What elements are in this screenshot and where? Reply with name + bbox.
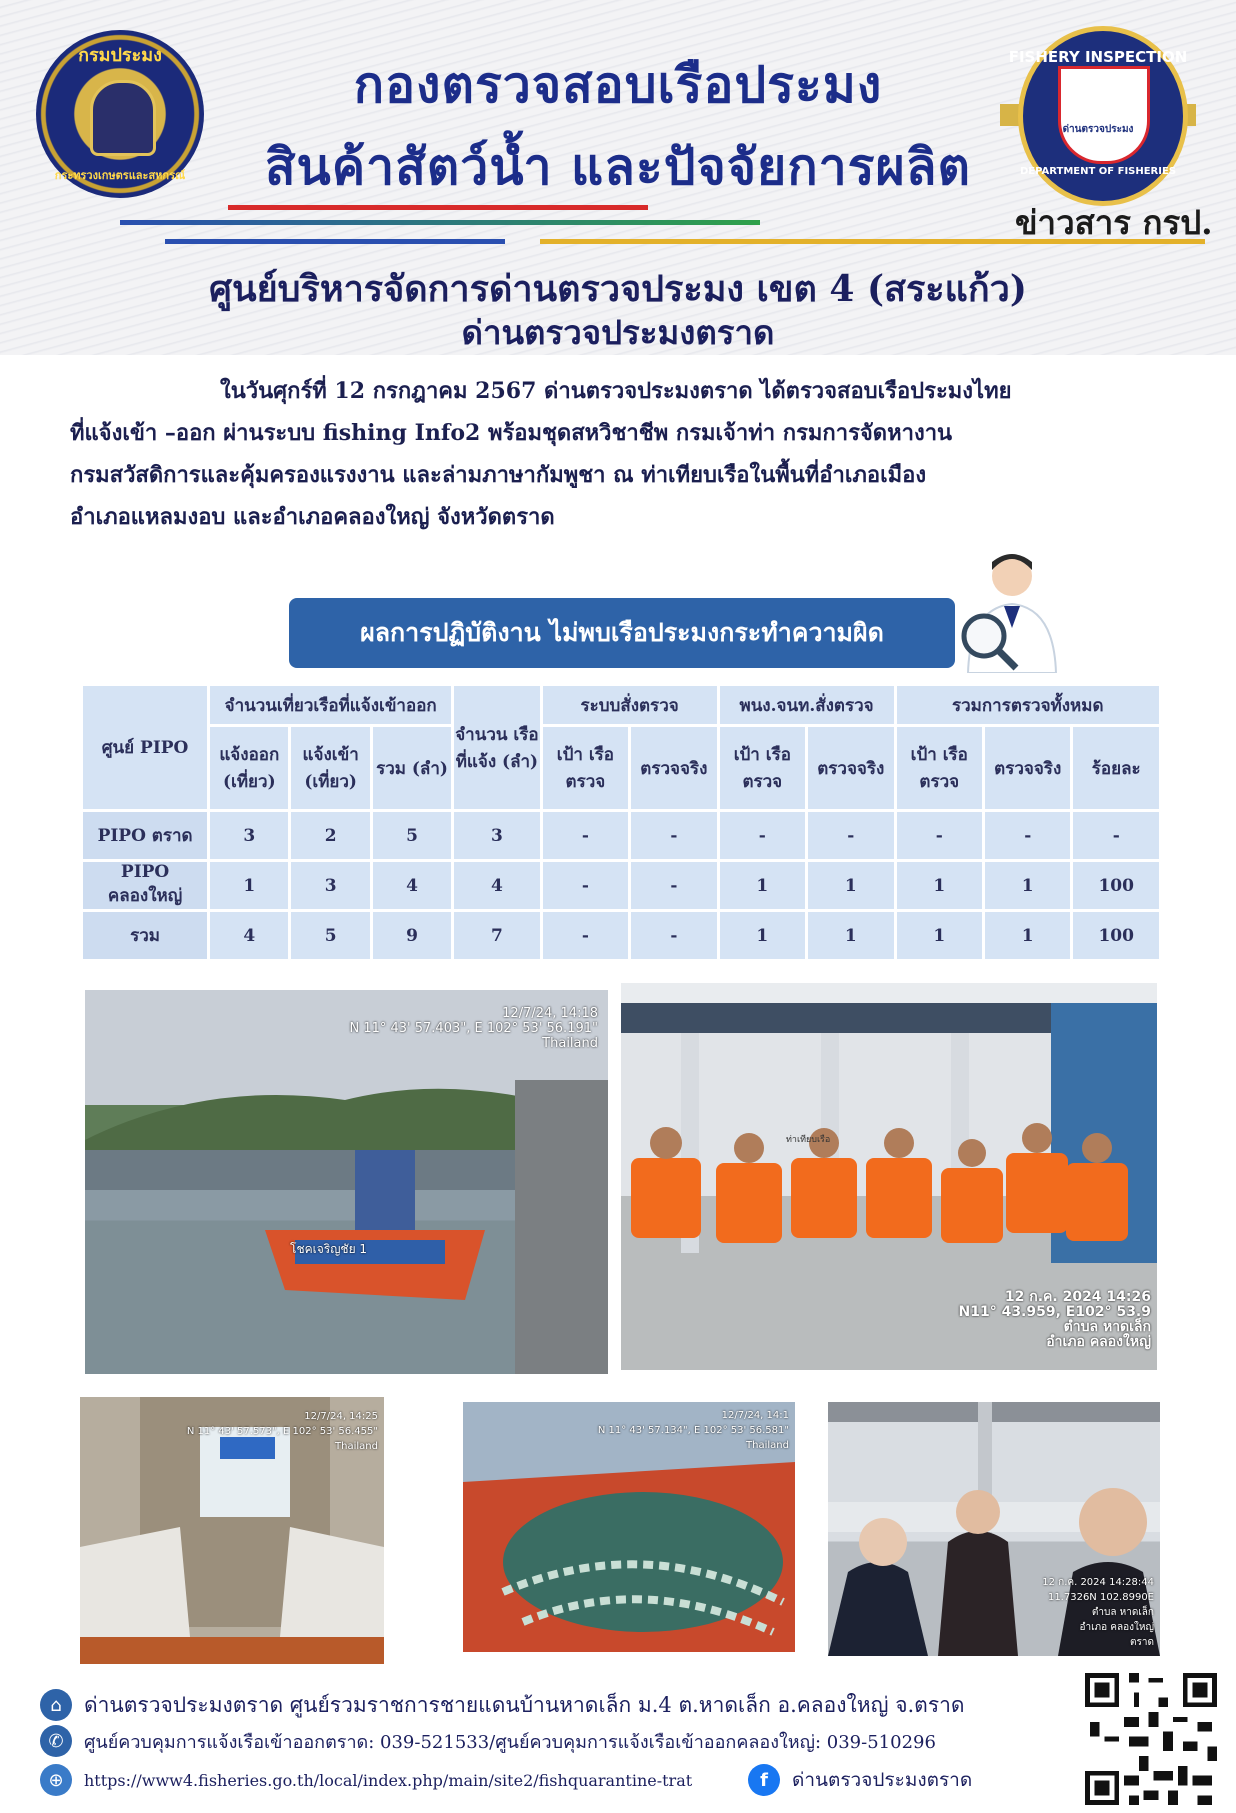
boat-name: โชคเจริญชัย 1 <box>290 1242 368 1256</box>
cell-sys-target: - <box>543 812 628 859</box>
center-subtitle: ด่านตรวจประมงตราด <box>461 313 775 352</box>
cell-in: 2 <box>291 812 369 859</box>
footer-url[interactable]: https://www4.fisheries.go.th/local/index.php/main/site2/fishquarantine-trat <box>84 1770 693 1790</box>
cell-boats: 4 <box>454 862 539 909</box>
photo-stamp <box>187 1409 378 1454</box>
table-row <box>83 812 1159 859</box>
paragraph-line: อำเภอแหลมงอบ และอำเภอคลองใหญ่ จังหวัดตราด <box>70 504 555 530</box>
result-banner: ผลการปฏิบัติงาน ไม่พบเรือประมงกระทำความผิด <box>289 598 955 668</box>
footer-web-row <box>40 1760 972 1800</box>
photo-officers <box>828 1402 1160 1656</box>
cell-boats: 7 <box>454 912 539 959</box>
photo-fishing-net <box>463 1402 795 1652</box>
cell-all-target: 1 <box>897 912 982 959</box>
cell-in: 5 <box>291 912 369 959</box>
photo-stamp-text: 12/7/24, 14:1 N 11° 43' 57.134", E 102° 53' 56.581" Thailand <box>597 1410 789 1451</box>
paragraph-line: ในวันศุกร์ที่ 12 กรกฎาคม 2567 ด่านตรวจประมงตราด ได้ตรวจสอบเรือประมงไทย <box>220 378 1012 404</box>
photo-stamp <box>598 1408 789 1453</box>
decor-line <box>120 220 760 225</box>
header-off-target: เป้า เรือตรวจ <box>720 727 805 809</box>
news-tag: ข่าวสาร กรป. <box>1015 203 1213 242</box>
footer-phone-row <box>40 1721 936 1761</box>
cell-all-actual: 1 <box>985 912 1070 959</box>
footer-phone: ศูนย์ควบคุมการแจ้งเรือเข้าออกตราด: 039-521533/ศูนย์ควบคุมการแจ้งเรือเข้าออกคลองใหญ่: 039-510296 <box>84 1731 936 1753</box>
header-sys-actual: ตรวจจริง <box>631 727 716 809</box>
photo-stamp <box>349 1006 598 1051</box>
header-in: แจ้งเข้า (เที่ยว) <box>291 727 369 809</box>
phone-icon: ✆ <box>40 1725 72 1757</box>
news-paragraph <box>70 370 1165 538</box>
row-name: รวม <box>83 912 207 959</box>
header-system-group: ระบบสั่งตรวจ <box>543 686 717 724</box>
inspector-icon <box>950 548 1075 673</box>
cell-off-target: 1 <box>720 912 805 959</box>
results-table <box>80 683 1162 962</box>
globe-icon: ⊕ <box>40 1764 72 1796</box>
header-total: รวม (ลำ) <box>373 727 451 809</box>
cell-total: 4 <box>373 862 451 909</box>
logo-right-center-text: ด่านตรวจประมง <box>1062 124 1134 135</box>
cell-sys-actual: - <box>631 912 716 959</box>
logo-right-bottom-text: DEPARTMENT OF FISHERIES <box>1019 166 1177 177</box>
footer-address-row <box>40 1685 965 1725</box>
cell-off-actual: 1 <box>808 862 893 909</box>
cell-all-actual: 1 <box>985 862 1070 909</box>
paragraph-line: กรมสวัสดิการและคุ้มครองแรงงาน และล่ามภาษากัมพูชา ณ ท่าเทียบเรือในพื้นที่อำเภอเมือง <box>70 462 927 488</box>
table-row <box>83 862 1159 909</box>
header-trips-group: จำนวนเที่ยวเรือที่แจ้งเข้าออก <box>210 686 451 724</box>
footer-address: ด่านตรวจประมงตราด ศูนย์รวมราชการชายแดนบ้านหาดเล็ก ม.4 ต.หาดเล็ก อ.คลองใหญ่ จ.ตราด <box>84 1692 965 1717</box>
photo-fish-hold <box>80 1397 384 1664</box>
row-name: PIPO ตราด <box>83 812 207 859</box>
cell-boats: 3 <box>454 812 539 859</box>
photo-stamp-text: 12 ก.ค. 2024 14:26 N11° 43.959, E102° 53.9 ตำบล หาดเล็ก อำเภอ คลองใหญ่ <box>958 1289 1151 1350</box>
cell-sys-actual: - <box>631 862 716 909</box>
logo-left-bottom-text: กระทรวงเกษตรและสหกรณ์ <box>54 169 186 182</box>
header-all-target: เป้า เรือตรวจ <box>897 727 982 809</box>
cell-all-actual: - <box>985 812 1070 859</box>
row-name: PIPO คลองใหญ่ <box>83 862 207 909</box>
header-all-actual: ตรวจจริง <box>985 727 1070 809</box>
header-title-line2: สินค้าสัตว์น้ำ และปัจจัยการผลิต <box>265 138 971 196</box>
cell-all-target: - <box>897 812 982 859</box>
cell-percent: 100 <box>1073 862 1159 909</box>
cell-sys-target: - <box>543 862 628 909</box>
footer-facebook[interactable]: ด่านตรวจประมงตราด <box>792 1769 973 1791</box>
home-icon: ⌂ <box>40 1689 72 1721</box>
cell-in: 3 <box>291 862 369 909</box>
cell-percent: - <box>1073 812 1159 859</box>
cell-percent: 100 <box>1073 912 1159 959</box>
header-sys-target: เป้า เรือตรวจ <box>543 727 628 809</box>
cell-off-actual: - <box>808 812 893 859</box>
cell-all-target: 1 <box>897 862 982 909</box>
header-boats: จำนวน เรือที่แจ้ง (ลำ) <box>454 686 539 809</box>
photo-stamp <box>959 1290 1152 1350</box>
photo-stamp-text: 12/7/24, 14:18 N 11° 43' 57.403", E 102° 53' 56.191" Thailand <box>349 1006 598 1051</box>
table-row <box>83 912 1159 959</box>
photo-stamp-text: 12 ก.ค. 2024 14:28:44 11.7326N 102.8990E ตำบล หาดเล็ก อำเภอ คลองใหญ่ ตราด <box>1042 1577 1154 1648</box>
header-percent: ร้อยละ <box>1073 727 1159 809</box>
header-officer-group: พนง.จนท.สั่งตรวจ <box>720 686 894 724</box>
cell-total: 5 <box>373 812 451 859</box>
header-off-actual: ตรวจจริง <box>808 727 893 809</box>
photo-stamp <box>1042 1575 1154 1650</box>
decor-line <box>165 239 505 244</box>
pier-sign: ท่าเทียบเรือ <box>786 1135 831 1145</box>
cell-out: 4 <box>210 912 288 959</box>
cell-out: 1 <box>210 862 288 909</box>
facebook-icon[interactable]: f <box>748 1764 780 1796</box>
center-title: ศูนย์บริหารจัดการด่านตรวจประมง เขต 4 (สระแก้ว) <box>209 268 1027 310</box>
cell-total: 9 <box>373 912 451 959</box>
decor-line <box>228 205 648 210</box>
logo-right-top-text: FISHERY INSPECTION <box>1008 48 1188 66</box>
photo-stamp-text: 12/7/24, 14:25 N 11° 43' 57.573", E 102° 53' 56.455" Thailand <box>186 1411 378 1452</box>
photo-harbour-boat <box>85 990 608 1374</box>
logo-left-top-text: กรมประมง <box>78 45 162 66</box>
cell-sys-target: - <box>543 912 628 959</box>
cell-off-target: 1 <box>720 862 805 909</box>
cell-off-actual: 1 <box>808 912 893 959</box>
header-center: ศูนย์ PIPO <box>83 686 207 809</box>
header-all-group: รวมการตรวจทั้งหมด <box>897 686 1159 724</box>
paragraph-line: ที่แจ้งเข้า –ออก ผ่านระบบ fishing Info2 พร้อมชุดสหวิชาชีพ กรมเจ้าท่า กรมการจัดหางาน <box>70 420 953 446</box>
photo-crew-lifejackets <box>621 983 1157 1370</box>
cell-out: 3 <box>210 812 288 859</box>
qr-code-icon <box>1080 1668 1222 1810</box>
cell-off-target: - <box>720 812 805 859</box>
header-out: แจ้งออก (เที่ยว) <box>210 727 288 809</box>
header-title-line1: กองตรวจสอบเรือประมง <box>353 56 883 114</box>
cell-sys-actual: - <box>631 812 716 859</box>
